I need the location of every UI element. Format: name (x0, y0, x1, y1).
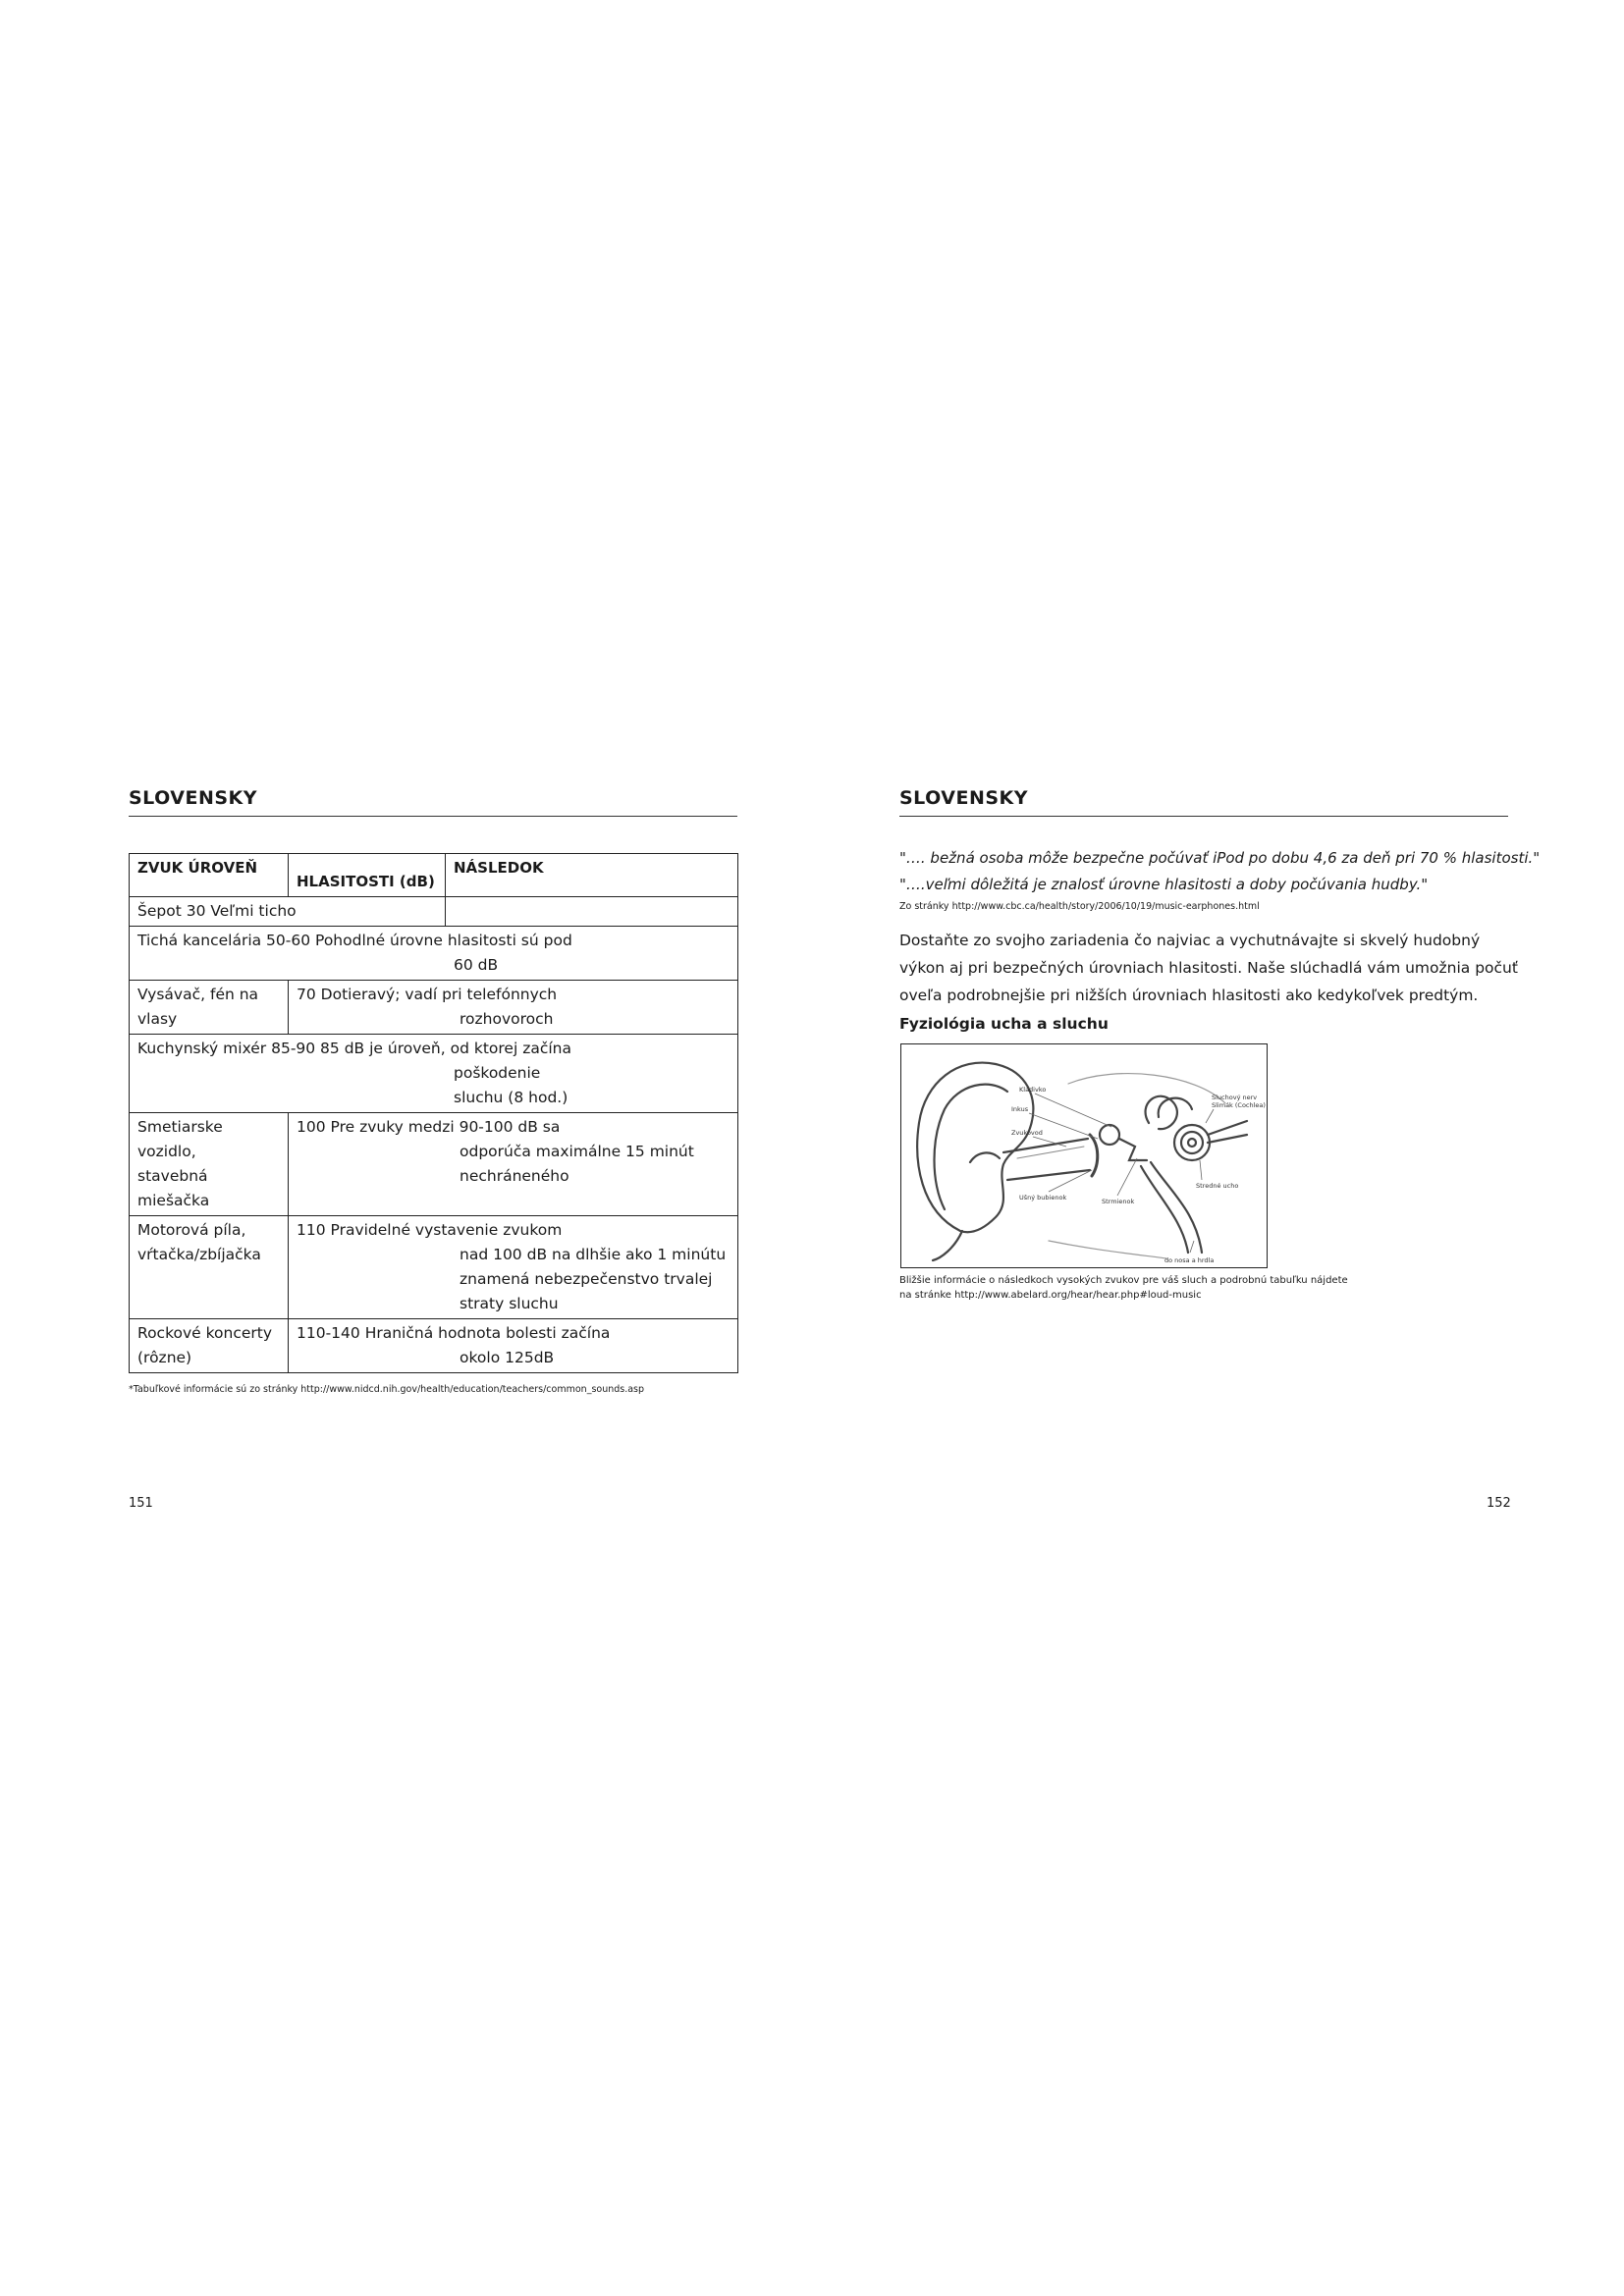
row-line: (rôzne) (137, 1349, 192, 1366)
label-zvukovod: Zvukovod (1011, 1129, 1043, 1137)
caption-line: na stránke http://www.abelard.org/hear/hear.php#loud-music (899, 1290, 1202, 1301)
page-header: SLOVENSKY (129, 787, 258, 809)
label-nos-hrdlo: do nosa a hrdla (1164, 1256, 1215, 1264)
row-line: Motorová píla, (137, 1221, 246, 1239)
quote-source: Zo stránky http://www.cbc.ca/health/story/2006/10/19/music-earphones.html (899, 901, 1260, 912)
row-line: znamená nebezpečenstvo trvalej (460, 1270, 713, 1288)
row-line: 60 dB (454, 956, 499, 974)
label-sluchovy-nerv: Sluchový nerv (1212, 1094, 1258, 1101)
row-line: 70 Dotieravý; vadí pri telefónnych (297, 986, 558, 1003)
row-line: nad 100 dB na dlhšie ako 1 minútu (460, 1246, 727, 1263)
ear-anatomy-figure (900, 1043, 1268, 1268)
header-cell-sound: ZVUK ÚROVEŇ (130, 854, 289, 897)
paragraph-line: Dostaňte zo svojho zariadenia čo najviac a vychutnávajte si skvelý hudobný (899, 932, 1481, 949)
row-line: nechráneného (460, 1167, 569, 1185)
row-line: Rockové koncerty (137, 1324, 273, 1342)
label-slimak: Slimák (Cochlea) (1212, 1101, 1266, 1109)
page-number: 152 (1487, 1496, 1511, 1511)
row-line: rozhovoroch (460, 1010, 554, 1028)
label-usny-bubienok: Ušný bubienok (1019, 1194, 1067, 1201)
label-inkus: Inkus (1011, 1105, 1029, 1113)
quote-ipod: "…. bežná osoba môže bezpečne počúvať iPod po dobu 4,6 za deň pri 70 % hlasitosti." (899, 849, 1541, 867)
caption-line: Bližšie informácie o následkoch vysokých zvukov pre váš sluch a podrobnú tabuľku nájdete (899, 1275, 1348, 1286)
row-line: sluchu (8 hod.) (454, 1089, 568, 1106)
header-rule (899, 816, 1508, 817)
label-kladivko: Kladivko (1019, 1086, 1047, 1094)
row-line: vŕtačka/zbíjačka (137, 1246, 261, 1263)
row-line: Vysávač, fén na (137, 986, 259, 1003)
page-number: 151 (129, 1496, 153, 1511)
table-footnote: *Tabuľkové informácie sú zo stránky http://www.nidcd.nih.gov/health/education/teachers/common_sounds.asp (129, 1384, 645, 1395)
ear-diagram (901, 1044, 1267, 1267)
paragraph-line: výkon aj pri bezpečných úrovniach hlasitosti. Naše slúchadlá vám umožnia počuť (899, 959, 1518, 977)
body-paragraph (899, 927, 1528, 1009)
row-line: 100 Pre zvuky medzi 90-100 dB sa (297, 1118, 561, 1136)
subheading: Fyziológia ucha a sluchu (899, 1015, 1109, 1033)
row-line: odporúča maximálne 15 minút (460, 1143, 694, 1160)
page-header: SLOVENSKY (899, 787, 1029, 809)
row-line: 110 Pravidelné vystavenie zvukom (297, 1221, 563, 1239)
row-line: vlasy (137, 1010, 178, 1028)
row-line: Kuchynský mixér 85-90 85 dB je úroveň, od ktorej začína (137, 1040, 571, 1057)
label-stredne-ucho: Stredné ucho (1196, 1182, 1239, 1190)
row-line: stavebná miešačka (137, 1167, 210, 1209)
row-line: poškodenie (454, 1064, 541, 1082)
row-line: 110-140 Hraničná hodnota bolesti začína (297, 1324, 611, 1342)
header-cell-effect: NÁSLEDOK (446, 854, 738, 897)
quote-awareness: "….veľmi dôležitá je znalosť úrovne hlasitosti a doby počúvania hudby." (899, 876, 1429, 893)
figure-caption (899, 1273, 1348, 1303)
row-line: okolo 125dB (460, 1349, 555, 1366)
paragraph-line: oveľa podrobnejšie pri nižších úrovniach hlasitosti ako kedykoľvek predtým. (899, 987, 1479, 1004)
row-line: Tichá kancelária 50-60 Pohodlné úrovne hlasitosti sú pod (137, 932, 572, 949)
row-line: straty sluchu (460, 1295, 559, 1312)
row-line: Smetiarske vozidlo, (137, 1118, 223, 1160)
label-strmienok: Strmienok (1102, 1198, 1135, 1205)
header-volume-label: HLASITOSTI (dB) (297, 873, 435, 890)
row-text: Šepot 30 Veľmi ticho (130, 897, 446, 927)
